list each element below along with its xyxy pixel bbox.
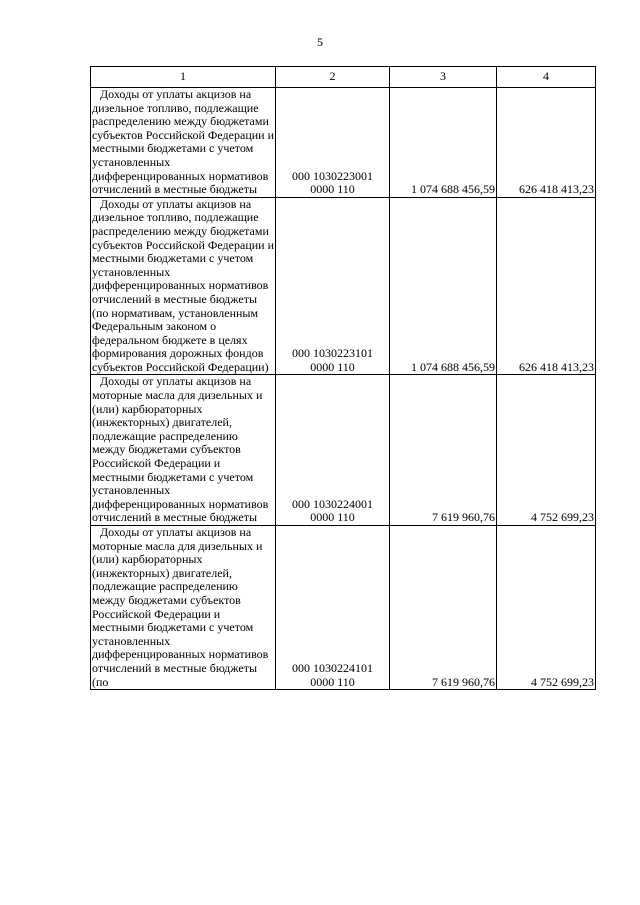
table-row — [91, 526, 596, 690]
row-amount-col4: 626 418 413,23 — [497, 197, 596, 375]
table-row — [91, 88, 596, 198]
row-amount-col4: 4 752 699,23 — [497, 375, 596, 526]
row-description: Доходы от уплаты акцизов на дизельное топливо, подлежащие распределению между бюджетами субъектов Российской Федерации и местными бюджетами с учетом установленных дифференцированных нормативов отчислений в местные бюджеты — [92, 87, 275, 197]
column-header-2: 2 — [276, 67, 390, 88]
row-code: 000 1030224001 0000 110 — [276, 375, 390, 526]
row-description: Доходы от уплаты акцизов на моторные масла для дизельных и (или) карбюраторных (инжекторных) двигателей, подлежащие распределению между бюджетами субъектов Российской Федерации и местными бюджетами с учетом установленных дифференцированных нормативов отчислений в местные бюджеты — [91, 375, 276, 526]
row-amount-col3: 7 619 960,76 — [390, 526, 497, 690]
page-number: 5 — [317, 35, 323, 49]
column-header-3: 3 — [390, 67, 497, 88]
row-amount-col3: 1 074 688 456,59 — [390, 88, 497, 198]
revenue-table — [90, 66, 596, 690]
row-code: 000 1030224101 0000 110 — [276, 526, 390, 690]
row-amount-col3: 7 619 960,76 — [390, 375, 497, 526]
row-description: Доходы от уплаты акцизов на моторные масла для дизельных и (или) карбюраторных (инжекторных) двигателей, подлежащие распределению между бюджетами субъектов Российской Федерации и местными бюджетами с учетом установленных дифференцированных нормативов отчислений в местные бюджеты (по — [91, 526, 276, 690]
row-code: 000 1030223001 0000 110 — [276, 88, 390, 198]
row-amount-col3: 1 074 688 456,59 — [390, 197, 497, 375]
column-header-1: 1 — [91, 67, 276, 88]
row-description: Доходы от уплаты акцизов на дизельное топливо, подлежащие распределению между бюджетами субъектов Российской Федерации и местными бюджетами с учетом установленных дифференцированных нормативов отчислений в местные бюджеты (по нормативам, установленным Федеральным законом о федеральном бюджете в целях формирования дорожных фондов субъектов Российской Федерации) — [92, 196, 275, 374]
row-amount-col4: 626 418 413,23 — [497, 88, 596, 198]
table-row — [91, 375, 596, 526]
table-row — [91, 197, 596, 375]
row-code: 000 1030223101 0000 110 — [276, 197, 390, 375]
table-header-row — [91, 67, 596, 88]
row-amount-col4: 4 752 699,23 — [497, 526, 596, 690]
column-header-4: 4 — [497, 67, 596, 88]
